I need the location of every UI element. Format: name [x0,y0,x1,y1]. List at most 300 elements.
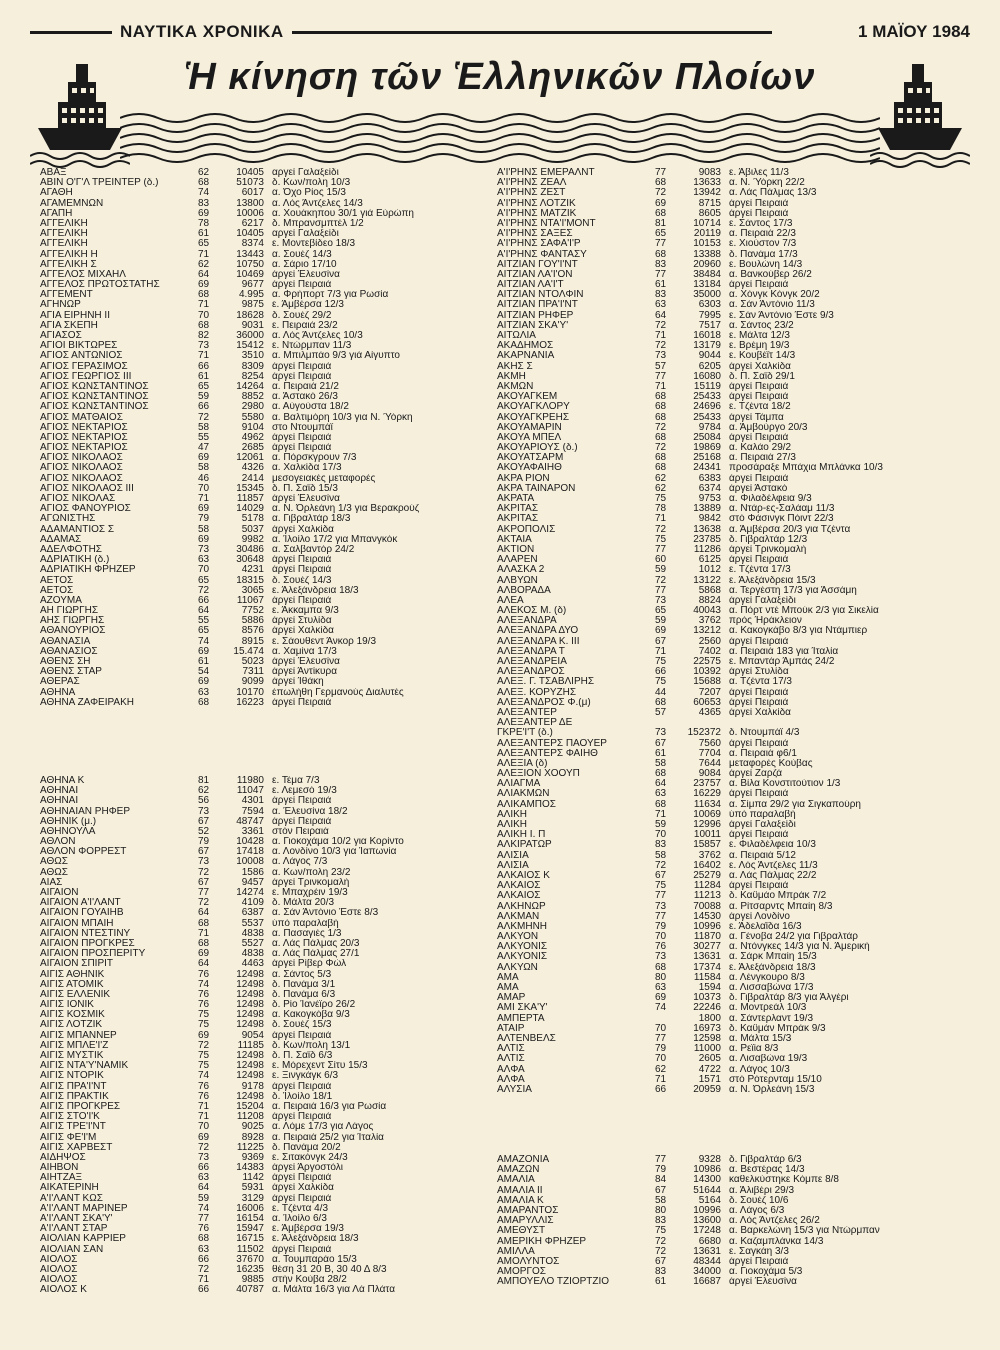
ship-name: ΑΛΚΥΩΝ [497,962,538,973]
tonnage: 10714 [693,217,721,229]
tonnage: 16229 [693,788,721,800]
build-year: 72 [198,1039,210,1051]
ship-row [40,1204,510,1214]
ship-name: Α'Ι'ΡΗΝΣ ΣΑΞΕΣ [497,229,573,240]
tonnage: 11286 [693,543,721,555]
tonnage: 10469 [236,268,264,280]
ship-name: Α'Ι'ΡΗΝΣ ΕΜΕΡΑΛΝΤ [497,168,595,178]
tonnage: 11284 [693,880,721,892]
ship-name: ΑΓΑΠΗ [40,208,73,219]
ship-name: Α'Ι'ΡΗΝΣ ΜΑΤΖΙΚ [497,208,577,219]
build-year: 73 [655,594,667,606]
tonnage: 9753 [698,493,721,504]
tonnage: 3510 [241,350,264,362]
ship-row [40,413,510,423]
ship-name: ΑΓΙΟΣ ΝΙΚΟΛΑΟΣ [40,453,123,464]
ship-row [497,474,967,484]
ship-name: ΑΘΕΝΣ ΣΗ [40,657,91,667]
ship-row [497,453,967,463]
tonnage: 8309 [241,360,264,372]
ship-status: αργεί Γαλαξείδι [272,168,339,178]
ship-status: α. Χαλκίδα 17/3 [272,463,342,474]
ship-row [40,657,510,667]
build-year: 64 [198,907,210,919]
tonnage: 9842 [698,513,721,525]
ship-name: ΑΛΕΞΑΝΔΡΑ Κ. ΙΙΙ [497,636,580,647]
ship-name: ΑΛΒΥΩΝ [497,575,538,586]
ship-row [40,1010,510,1020]
ship-status: α. Μάλτα 15/3 [729,1033,792,1044]
build-year: 69 [655,197,667,209]
tonnage: 22246 [693,1002,721,1014]
tonnage: 8605 [698,207,721,219]
build-year: 71 [655,380,667,392]
ship-name: ΑΙΓΙΣ ΝΤΟΡΙΚ [40,1071,104,1082]
ship-status: άργεί Γαλαξείδι [729,595,796,606]
ship-name: ΑΙΓΙΣ ΚΟΣΜΙΚ [40,1010,105,1021]
ship-status: ε. Βουλώνη 14/3 [729,259,803,270]
ship-row [497,413,967,423]
build-year: 77 [655,1032,667,1044]
tonnage: 2980 [241,401,264,413]
ship-row [497,779,967,789]
ship-row [497,209,967,219]
tonnage: 12498 [236,1060,264,1072]
ship-name: ΑΚΡΟΠΟΛΙΣ [497,524,556,535]
ship-name: ΑΜΑΡ [497,993,526,1004]
ship-name: ΑΙΓΙΣ ΑΘΗΝΙΚ [40,969,105,980]
build-year: 59 [198,391,210,403]
build-year: 67 [198,846,210,858]
tonnage: 13800 [236,197,264,209]
build-year: 62 [655,472,667,484]
ship-row [497,1175,967,1185]
ship-status: ε. Τζέντα 17/3 [729,565,791,576]
build-year: 62 [198,167,210,178]
ship-row [40,980,510,990]
ship-name: Α'Ι'ΛΑΝΤ ΣΤΑΡ [40,1224,108,1235]
build-year: 54 [198,666,210,678]
tonnage: 5868 [698,584,721,596]
build-year: 81 [655,217,667,229]
ship-row [497,647,967,657]
build-year: 68 [655,696,667,708]
tonnage: 14530 [693,910,721,922]
build-year: 71 [655,513,667,525]
ship-name: ΑΘΩΣ [40,867,68,878]
ship-row [497,555,967,565]
ship-status: άργεί Πειραιά [272,1173,332,1184]
ship-row [497,260,967,270]
ship-name: ΑΚΟΥΑΜΑΡΙΝ [497,422,562,433]
ship-name: ΑΓΙΟΣ ΝΙΚΟΛΑΟΣ [40,473,123,484]
tonnage: 8915 [241,635,264,647]
build-year: 68 [198,937,210,949]
build-year: 63 [198,1243,210,1255]
ship-status: δ. Μπρανσμπτέλ 1/2 [272,218,364,229]
tonnage: 6374 [698,482,721,494]
ship-row [497,525,967,535]
ship-status: α. Σάν Άντόνιο 11/3 [729,300,815,311]
build-year: 64 [655,778,667,790]
ship-name: ΑΜΙ ΣΚΑ'Υ' [497,1003,548,1014]
build-year: 64 [198,958,210,970]
build-year: 65 [198,574,210,586]
tonnage: 8928 [241,1131,264,1143]
build-year: 65 [198,380,210,392]
tonnage: 7995 [698,309,721,321]
build-year: 80 [655,971,667,983]
ship-status: άργεί Πειραιά [272,280,332,291]
ship-name: ΑΓΙΟΣ ΜΑΤΘΑΙΟΣ [40,412,123,423]
build-year: 75 [198,1009,210,1021]
tonnage: 12498 [236,1009,264,1021]
ship-status: δ. Σουέζ 14/3 [272,575,332,586]
ship-name: ΑΛΚΑΙΟΣ [497,881,541,892]
ship-row [40,1102,510,1112]
ship-status: ε. Μοντεβίδεο 18/3 [272,239,356,250]
ship-status: α. Έλευσίνα 18/2 [272,806,348,817]
build-year: 72 [198,1141,210,1153]
ship-row [497,168,967,178]
tonnage: 1800 [698,1012,721,1024]
tonnage: 9784 [698,421,721,433]
build-year: 75 [655,493,667,504]
ship-row [497,932,967,942]
ship-name: ΑΛΙΣΙΑ [497,850,529,861]
tonnage: 23757 [693,778,721,790]
ship-name: ΑΛΕΞΑΝΔΡΑ [497,616,557,627]
build-year: 77 [655,543,667,555]
ship-name: ΑΜΑ [497,983,519,993]
tonnage: 16223 [236,696,264,708]
ship-name: ΑΙΔΗΨΟΣ [40,1152,86,1163]
tonnage: 12498 [236,999,264,1011]
build-year: 58 [198,523,210,535]
build-year: 72 [198,897,210,909]
ship-row [40,1020,510,1030]
ship-row [497,626,967,636]
ship-status: άργεί Πειραιά [729,881,789,892]
ship-status: άργεί Πειραιά [729,687,789,698]
build-year: 74 [655,1002,667,1014]
ship-row [40,331,510,341]
ship-row [497,239,967,249]
ship-status: ε. Άλεξάνδρεια 15/3 [729,575,816,586]
build-year: 67 [198,876,210,888]
ship-status: αργεί Γαλαξείδι [272,229,339,240]
ship-status: α. Ντάρ-ες-Σαλάαμ 11/3 [729,504,835,515]
running-header [30,20,970,44]
tonnage: 16402 [693,859,721,871]
ship-status: α. Λονδίνο 10/3 για Ίαπωνία [272,847,397,858]
build-year: 79 [198,513,210,525]
build-year: 75 [655,533,667,545]
ship-name: ΑΛΚΜΗΝΗ [497,921,548,932]
build-year: 71 [198,927,210,939]
ship-row [497,433,967,443]
ship-status: α. Βαρκελώνη 15/3 για Ντώρμπαν [729,1226,880,1237]
build-year: 75 [655,676,667,688]
build-year: 65 [655,228,667,240]
tonnage: 4722 [698,1063,721,1075]
build-year: 57 [655,360,667,372]
ship-name: ΑΛΕΞΑΝΔΡΑ ΔΥΟ [497,626,579,637]
build-year: 77 [655,890,667,902]
tonnage: 12061 [236,452,264,464]
build-year: 69 [198,207,210,219]
ship-status: ε. Άκκαμπα 9/3 [272,606,339,617]
build-year: 83 [198,197,210,209]
build-year: 71 [655,1073,667,1085]
ship-name: ΑΚΟΥΑ ΜΠΕΛ [497,432,562,443]
tonnage: 10996 [693,1205,721,1216]
ship-name: ΑΜΑΖΟΝΙΑ [497,1155,550,1166]
ship-status: δ. Σουέζ 29/2 [272,310,332,321]
tonnage: 25084 [693,431,721,443]
ship-status: α. Σάντος 23/2 [729,320,794,331]
ship-row [40,908,510,918]
ship-name: ΑΙΓΙΣ ΜΠΛΕ'Ι'Ζ [40,1040,109,1051]
ship-status: προσάραξε Μπάχια Μπλάνκα 10/3 [729,463,883,474]
ship-name: ΑΓΓΕΛΙΚΗ Η [40,249,98,260]
ship-name: ΑΙΓΙΣ ΑΤΟΜΙΚ [40,979,104,990]
ship-list-right-column [497,168,967,1288]
ship-name: ΑΚΑΔΗΜΟΣ [497,341,554,352]
ship-name: ΑΒΙΝ Ο'Γ'Λ ΤΡΕΙΝΤΕΡ (δ.) [40,178,159,189]
ship-status: ε. Σάουθεντ Άνκορ 19/3 [272,636,377,647]
tonnage: 9084 [698,768,721,780]
ship-row [497,290,967,300]
build-year: 64 [198,605,210,617]
build-year: 77 [655,584,667,596]
ship-row [497,800,967,810]
tonnage: 9369 [241,1151,264,1163]
tonnage: 8254 [241,370,264,382]
tonnage: 13179 [693,340,721,352]
ship-row [497,840,967,850]
build-year: 73 [655,350,667,362]
build-year: 55 [198,431,210,443]
ship-row [497,341,967,351]
ship-name: ΑΔΡΙΑΤΙΚΗ ΦΡΗΖΕΡ [40,565,136,576]
issue-date: 1 ΜΑΪΟΥ 1984 [858,22,970,41]
ship-status: α. Φιλαδέλφεια 9/3 [729,494,812,504]
ship-status: ε. Μπαχρέιν 19/3 [272,888,348,898]
ship-status: άργεί Πειραιά [729,697,789,708]
ship-status: άργεί Πειραιά [729,280,789,291]
ship-row [497,311,967,321]
tonnage: 14029 [236,503,264,515]
ship-status: ε. Μόρεχεντ Σίτυ 15/3 [272,1061,368,1072]
ship-row [40,270,510,280]
tonnage: 17418 [236,846,264,858]
build-year: 63 [655,299,667,311]
ship-row [40,474,510,484]
tonnage: 37670 [236,1253,264,1265]
ship-row [40,1183,510,1193]
build-year: 66 [655,1083,667,1095]
ship-status: α. Λάγος 7/3 [272,857,328,868]
ship-name: Α'Ι'ΡΗΝΣ ΖΕΣΤ [497,188,566,199]
ship-status: α. Κων/πολη 23/2 [272,867,351,878]
ship-name: ΑΚΟΥΑΤΣΑΡΜ [497,453,564,464]
build-year: 75 [198,1060,210,1072]
ship-status: α. Χόνγκ Κόνγκ 20/2 [729,290,820,301]
ship-name: ΑΙΓΙΣ ΜΠΑΝΝΕΡ [40,1030,117,1041]
ship-name: ΑΓΙΟΙ ΒΙΚΤΩΡΕΣ [40,341,118,352]
ship-row [497,1216,967,1226]
ship-status: α. Πόρτ ντέ Μπούκ 2/3 για Σικελία [729,606,879,617]
ship-name: ΑΛΚΥΟΝΙΣ [497,952,548,963]
ship-status: μεταφορές Κούβας [729,758,813,769]
ship-name: ΑΙΓΙΣ ΧΑΡΒΕΣΤ [40,1142,113,1153]
ship-status: πρός Ήράκλειον [729,616,802,627]
tonnage: 4231 [241,564,264,576]
tonnage: 13638 [693,523,721,535]
tonnage: 8374 [241,238,264,250]
build-year: 76 [198,1223,210,1235]
ship-name: ΑΛΚΙΡΑΤΩΡ [497,840,552,851]
build-year: 68 [198,696,210,708]
ship-row [497,596,967,606]
ship-row [497,565,967,575]
ship-name: ΑΓΙΟΣ ΝΕΚΤΑΡΙΟΣ [40,422,128,433]
ship-row [40,677,510,687]
ship-status: άργεί Πειραιά [272,1030,332,1041]
ship-row [40,857,510,867]
build-year: 57 [655,706,667,718]
ship-status: καθελκύστηκε Κόμπε 8/8 [729,1175,839,1186]
ship-name: ΑΛΚΜΑΝ [497,911,540,922]
ship-row [497,1044,967,1054]
ship-name: ΑΙΤΖΙΑΝ ΝΤΟΛΦΙΝ [497,290,584,301]
ship-row [40,837,510,847]
build-year: 66 [198,1162,210,1174]
ship-name: ΑΙΓΑΙΟΝ ΣΠΙΡΙΤ [40,959,114,970]
ship-name: ΑΚΟΥΑΦΑΙΗΘ [497,463,562,474]
ship-status: άργεί Στυλίδα [272,616,332,627]
tonnage: 35000 [693,289,721,301]
ship-status: άργεί Πειραιά [729,392,789,403]
tonnage: 6387 [241,907,264,919]
ship-status: άργεί Στυλίδα [729,667,789,678]
tonnage: 12498 [236,1019,264,1031]
ship-status: άργεί Πειραιά [729,208,789,219]
ship-status: άργεί Ζαρζά [729,769,783,780]
build-year: 81 [198,774,210,786]
ship-row [497,871,967,881]
build-year: 71 [198,1274,210,1286]
tonnage: 9083 [698,167,721,178]
tonnage: 16973 [693,1022,721,1034]
build-year: 70 [655,1053,667,1065]
ship-row [40,949,510,959]
ship-row [497,606,967,616]
ship-row [40,1194,510,1204]
ship-name: ΑΗ ΓΙΩΡΓΗΣ [40,606,99,617]
tonnage: 13631 [693,1245,721,1257]
tonnage: 10405 [236,228,264,240]
build-year: 67 [198,815,210,827]
ship-name: ΑΙΤΖΙΑΝ ΓΟΥ'Ι'ΝΤ [497,259,578,270]
ship-row [40,229,510,239]
ship-name: ΑΙΤΖΙΑΝ ΛΑ'Ι'ΟΝ [497,269,573,280]
ship-name: ΑΓΓΕΛΙΚΗ Σ [40,259,97,270]
ship-status: α. Κακογκόβα 9/3 [272,1010,350,1021]
tonnage: 6303 [698,299,721,311]
ship-row [497,250,967,260]
ship-name: ΑΙΓΙΣ ΕΛΛΕΝΙΚ [40,989,111,1000]
ship-name: ΑΓΙΑΣΟΣ [40,331,82,341]
build-year: 73 [655,727,667,739]
ship-status: ε. Τζέντα 4/3 [272,1203,329,1214]
ship-row [40,514,510,524]
tonnage: 16715 [236,1233,264,1245]
build-year: 69 [655,625,667,637]
build-year: 73 [198,856,210,868]
ship-status: α. Λένγκουρο 8/3 [729,972,805,983]
ship-name: ΑΘΗΝΑΙΑΝ ΡΗΦΕΡ [40,806,131,817]
ship-name: ΑΙΓΙΣ ΣΤΟ'Ι'Κ [40,1112,100,1123]
tonnage: 10996 [693,920,721,932]
tonnage: 20119 [693,228,721,240]
ship-status: άργεί Χαλκίδα [729,361,791,372]
ship-status: α. Ρίτσαρντς Μπαίη 8/3 [729,901,833,912]
ship-name: Α'Ι'ΡΗΝΣ ΣΑΦΑ'Ι'Ρ [497,239,581,250]
ship-row [40,1143,510,1153]
ship-name: Α'Ι'ΛΑΝΤ ΚΩΣ [40,1193,103,1204]
ship-name: Α'Ι'ΡΗΝΣ ΖΕΑΛ [497,178,567,189]
ship-name: ΑΚΟΥΑΡΙΟΥΣ (δ.) [497,443,578,454]
tonnage: 7517 [698,319,721,331]
ship-row [40,888,510,898]
tonnage: 16018 [693,330,721,341]
build-year: 77 [198,1213,210,1224]
ship-status: α. Πειραιά 22/3 [729,229,796,240]
build-year: 71 [655,808,667,820]
ship-status: άργεί Έλευσίνα [272,657,340,667]
ship-name: ΑΓΙΟΣ ΑΝΤΩΝΙΟΣ [40,351,123,362]
ship-icon-right [870,50,970,170]
ship-status: άργεί Πειραιά [729,830,789,841]
ship-status: άργεί Πειραιά [272,697,332,708]
build-year: 79 [655,1164,667,1176]
ship-status: α. Πειραιά 25/2 για Ίταλία [272,1132,384,1143]
ship-name: ΑΓΩΝΙΣΤΗΣ [40,514,96,525]
ship-name: ΑΙΓΙΣ ΠΡΑΚΤΙΚ [40,1091,109,1102]
tonnage: 6680 [698,1235,721,1247]
build-year: 68 [655,248,667,260]
tonnage: 6017 [241,187,264,199]
ship-name: ΑΓΙΟΣ ΝΙΚΟΛΑΟΣ [40,463,123,474]
ship-name: ΑΚΡΑ ΡΙΟΝ [497,473,550,484]
ship-name: ΑΔΑΜΑΝΤΙΟΣ Σ [40,524,115,535]
ship-row [497,851,967,861]
ship-name: ΑΙΤΖΙΑΝ ΡΗΦΕΡ [497,310,574,321]
ship-name: ΑΛΤΕΝΒΕΛΣ [497,1033,556,1044]
ship-name: ΑΜΟΛΥΝΤΟΣ [497,1256,560,1267]
build-year: 65 [198,238,210,250]
tonnage: 30486 [236,543,264,555]
ship-row [40,868,510,878]
tonnage: 7402 [698,645,721,657]
ship-status: α. Σαλβαντόρ 24/2 [272,544,355,555]
ship-row [497,423,967,433]
tonnage: 3762 [698,849,721,861]
ship-name: ΑΛΕΑ [497,595,524,606]
ship-row [497,728,967,738]
